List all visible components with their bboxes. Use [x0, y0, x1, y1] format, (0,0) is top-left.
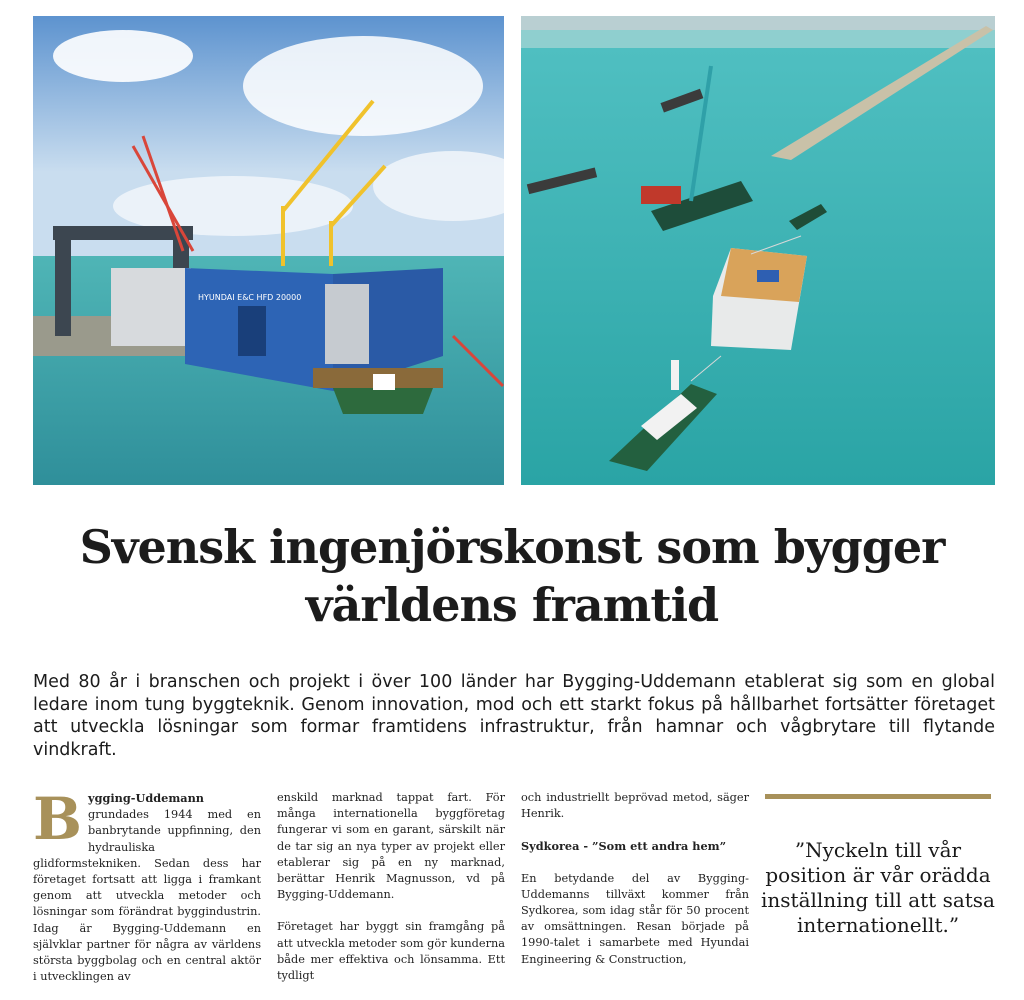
hull-text: HYUNDAI E&C HFD 20000: [198, 293, 302, 302]
article-headline: Svensk ingenjörskonst som bygger världens framtid: [79, 520, 945, 632]
column-1-text: grundades 1944 med en banbrytande uppfinning, den hydrauliska glidformstekniken. Sedan dess har företaget fortsatt att ligga i framkant genom att utveckla metoder och lösningar som förändrat byggindustrin. Idag är Bygging-Uddemann en självklar partner för några av världens största byggbolag och en central aktör i utvecklingen av: [33, 808, 261, 984]
column-2-paragraph-1: enskild marknad tappat fart. För många internationella byggföretag fungerar vi som en garant, särskilt när de tar sig an nya typer av projekt eller etablerar sig på en ny marknad, berättar Henrik Magnusson, vd på Bygging-Uddemann.: [277, 791, 505, 902]
column-2-paragraph-2: Företaget har byggt sin framgång på att utveckla metoder som gör kunderna både mer effektiva och lönsamma. Ett tydligt: [277, 920, 505, 983]
column-3-paragraph-1: och industriellt beprövad metod, säger Henrik.: [521, 791, 749, 821]
lead-company-name: ygging-Uddemann: [88, 791, 205, 805]
body-column-3: [521, 790, 749, 984]
section-subhead: Sydkorea - ”Som ett andra hem”: [521, 839, 727, 854]
body-column-2: [277, 790, 505, 1000]
article-lede: Med 80 år i branschen och projekt i över 100 länder har Bygging-Uddemann etablerat sig som en global ledare inom tung byggteknik. Genom innovation, mod och ett starkt fokus på hållbarhet fortsätter företaget att utveckla lösningar som formar framtidens infrastruktur, från hamnar och vågbrytare till flytande vindkraft.: [33, 672, 995, 760]
pullquote-rule: [765, 794, 991, 799]
drop-cap: B: [33, 785, 83, 853]
column-3-paragraph-2: En betydande del av Bygging-Uddemanns tillväxt kommer från Sydkorea, som idag står för 50 procent av omsättningen. Resan började på 1990-talet i samarbete med Hyundai Engineering & Construction,: [521, 871, 749, 966]
body-column-1: [33, 785, 261, 985]
photo-caisson-tow: [521, 16, 995, 485]
pullquote: ”Nyckeln till vår position är vår orädda inställning till att satsa internationellt.”: [761, 838, 995, 937]
photo-offshore-platform: [33, 16, 504, 485]
